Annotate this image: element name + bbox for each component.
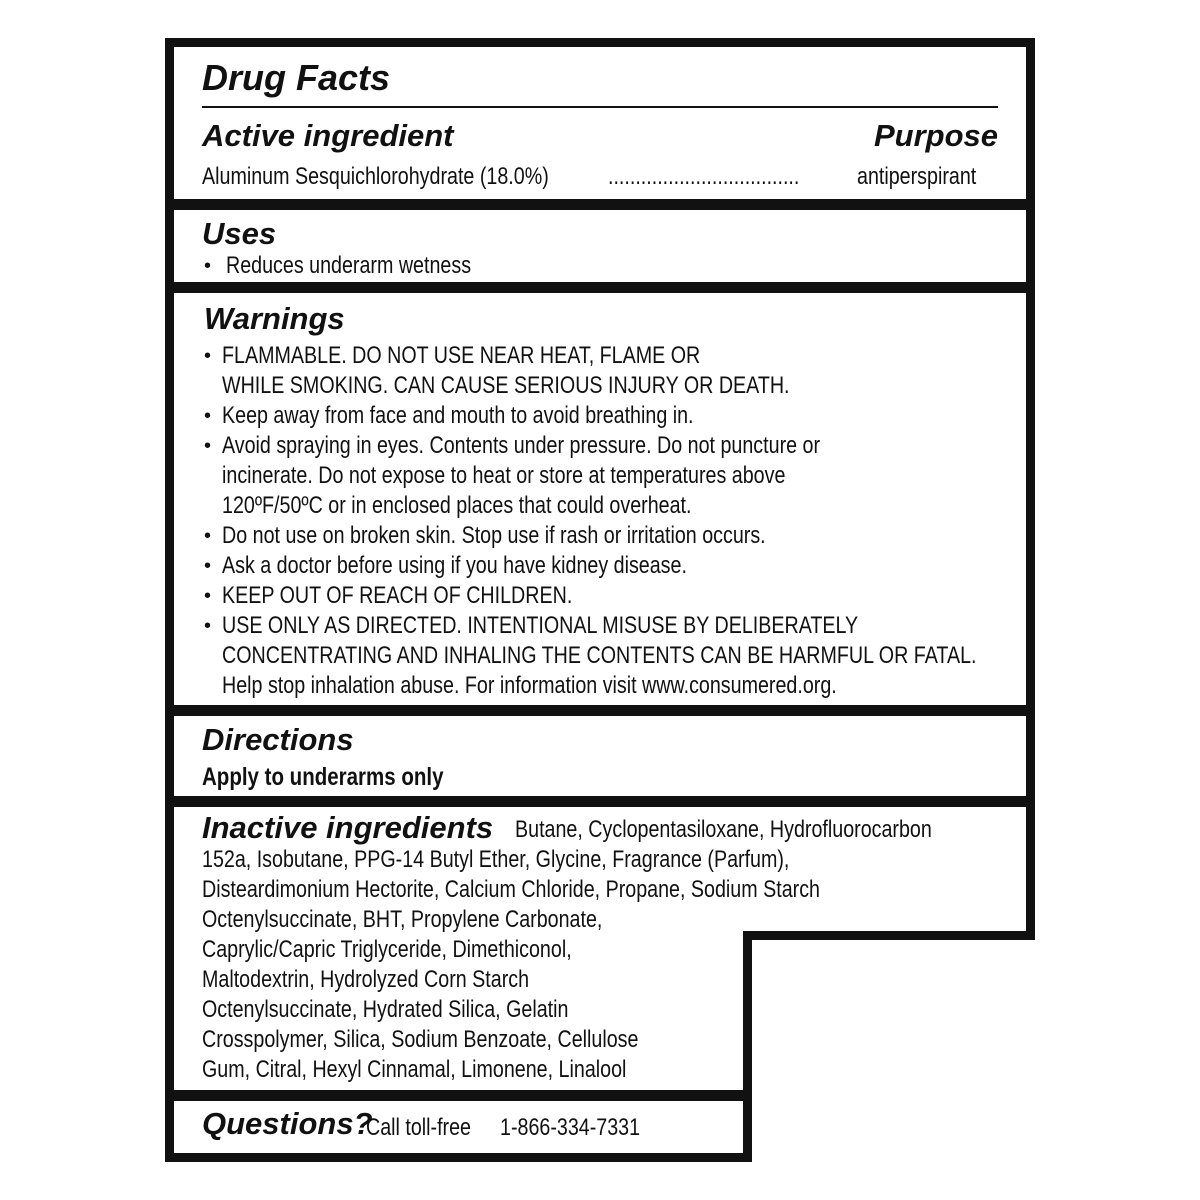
warning-line: FLAMMABLE. DO NOT USE NEAR HEAT, FLAME OR xyxy=(222,342,701,369)
inactive-line: Disteardimonium Hectorite, Calcium Chloride, Propane, Sodium Starch xyxy=(202,876,820,903)
purpose-heading: Purpose xyxy=(873,118,998,153)
bullet-icon: • xyxy=(204,525,212,547)
directions-heading: Directions xyxy=(202,722,354,757)
bullet-icon: • xyxy=(204,435,212,457)
uses-item: Reduces underarm wetness xyxy=(226,252,472,279)
warning-line: USE ONLY AS DIRECTED. INTENTIONAL MISUSE BY DELIBERATELY xyxy=(222,612,859,639)
bullet-icon: • xyxy=(204,345,212,367)
purpose-leader-dots: ................................... xyxy=(608,163,800,190)
drug-facts-title: Drug Facts xyxy=(202,57,391,98)
bullet-icon: • xyxy=(204,555,212,577)
warning-line: Ask a doctor before using if you have kidney disease. xyxy=(222,552,687,579)
warning-line: CONCENTRATING AND INHALING THE CONTENTS CAN BE HARMFUL OR FATAL. xyxy=(222,642,977,669)
warning-line: 120ºF/50ºC or in enclosed places that could overheat. xyxy=(222,492,692,519)
title-rule xyxy=(202,106,998,108)
inactive-line: Gum, Citral, Hexyl Cinnamal, Limonene, Linalool xyxy=(202,1056,627,1083)
directions-text: Apply to underarms only xyxy=(202,763,444,791)
warning-line: WHILE SMOKING. CAN CAUSE SERIOUS INJURY OR DEATH. xyxy=(222,372,790,399)
inactive-line: Octenylsuccinate, BHT, Propylene Carbonate, xyxy=(202,906,603,933)
questions-heading: Questions? xyxy=(202,1106,373,1141)
bullet-icon: • xyxy=(204,585,212,607)
inactive-line: Octenylsuccinate, Hydrated Silica, Gelatin xyxy=(202,996,569,1023)
warning-line: KEEP OUT OF REACH OF CHILDREN. xyxy=(222,582,573,609)
inactive-line: Crosspolymer, Silica, Sodium Benzoate, Cellulose xyxy=(202,1026,639,1053)
inactive-line: Butane, Cyclopentasiloxane, Hydrofluorocarbon xyxy=(515,816,932,843)
inactive-ingredients-heading: Inactive ingredients xyxy=(202,810,494,845)
purpose-value: antiperspirant xyxy=(857,163,977,190)
active-ingredient-name: Aluminum Sesquichlorohydrate (18.0%) xyxy=(202,163,549,190)
bullet-icon: • xyxy=(204,255,212,277)
warning-line: Avoid spraying in eyes. Contents under pressure. Do not puncture or xyxy=(222,432,821,459)
warning-line: Keep away from face and mouth to avoid breathing in. xyxy=(222,402,694,429)
uses-heading: Uses xyxy=(202,216,277,251)
bullet-icon: • xyxy=(204,615,212,637)
warning-line: incinerate. Do not expose to heat or store at temperatures above xyxy=(222,462,786,489)
inactive-line: 152a, Isobutane, PPG-14 Butyl Ether, Glycine, Fragrance (Parfum), xyxy=(202,846,790,873)
inactive-line: Maltodextrin, Hydrolyzed Corn Starch xyxy=(202,966,530,993)
warnings-heading: Warnings xyxy=(204,301,345,336)
inactive-line: Caprylic/Capric Triglyceride, Dimethiconol, xyxy=(202,936,572,963)
warning-line: Do not use on broken skin. Stop use if rash or irritation occurs. xyxy=(222,522,766,549)
bullet-icon: • xyxy=(204,405,212,427)
questions-call-label: Call toll-free xyxy=(366,1114,471,1141)
warning-line: Help stop inhalation abuse. For information visit www.consumered.org. xyxy=(222,672,837,699)
questions-phone: 1-866-334-7331 xyxy=(500,1114,641,1141)
active-ingredient-heading: Active ingredient xyxy=(202,118,454,153)
